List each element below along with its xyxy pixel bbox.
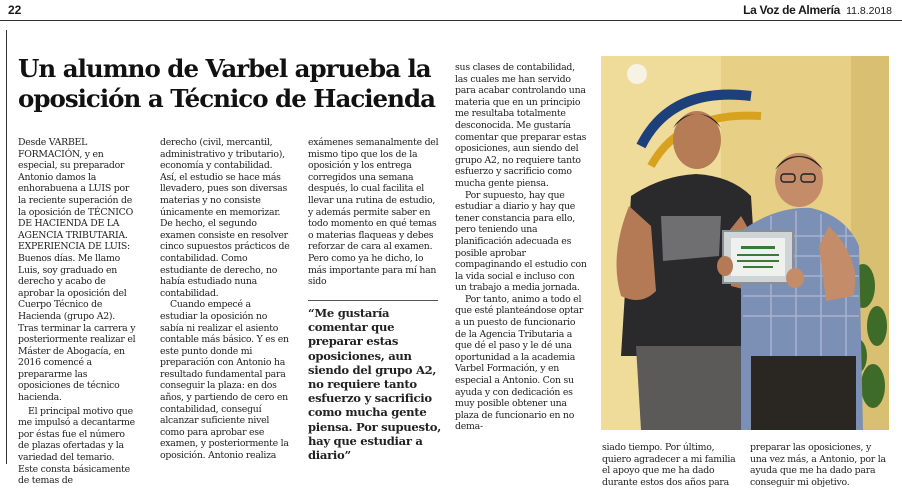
article-column-6: preparar las oposiciones, y una vez más, a Antonio, por la ayuda que me ha dado para conseguir mi objetivo.	[750, 442, 886, 488]
article-column-1	[18, 137, 136, 487]
paragraph: sus clases de contabilidad, las cuales me han servido para acabar controlando una materia que en un principio me resultaba totalmente desconocida. Me gustaría comentar que preparar estas oposiciones, aun siendo del grupo A2, no requiere tanto esfuerzo y sacrificio como mucha gente piensa.	[455, 62, 587, 189]
issue-date: 11.8.2018	[846, 5, 892, 17]
pull-quote: “Me gustaría comentar que preparar estas oposiciones, aun siendo del grupo A2, no requiere tanto esfuerzo y sacrificio como mucha gente piensa. Por supuesto, hay que estudiar a diario”	[308, 306, 441, 463]
article-photo	[601, 56, 889, 430]
paragraph: Por supuesto, hay que estudiar a diario y hay que tener constancia para ello, pero teniendo una planificación adecuada es posible aprobar compaginando el estudio con la vida social e incluso con un trabajo a media jornada.	[455, 189, 587, 294]
paragraph: exámenes semanalmente del mismo tipo que los de la oposición y los entrega corregidos una semana después, lo cual facilita el llevar una rutina de estudio, y además permite saber en todo momento en qué temas o materias flaqueas y debes reforzar de cara al examen. Pero como ya he dicho, lo más importante para mí han sido	[308, 137, 439, 288]
paragraph: Cuando empecé a estudiar la oposición no sabía ni realizar el asiento contable más básico. Y es en este punto donde mi preparación con Antonio ha resultado fundamental para conseguir la plaza: en dos años, y partiendo de cero en contabilidad, conseguí alcanzar suficiente nivel como para aprobar ese examen, y posteriormente la oposición. Antonio realiza	[160, 299, 289, 462]
header-rule	[0, 20, 902, 21]
photo-two-men-with-plaque	[601, 56, 889, 430]
page-number: 22	[8, 3, 22, 17]
article-column-4	[455, 62, 588, 433]
pullquote-rule	[308, 300, 438, 301]
newspaper-brand: La Voz de Almería	[743, 3, 840, 17]
paragraph: derecho (civil, mercantil, administrativo y tributario), economía y contabilidad. Así, el estudio se hace más llevadero, pues son diversas materias y no consiste únicamente en memorizar. De hecho, el segundo examen consiste en resolver cinco supuestos prácticos de contabilidad. Como estudiante de derecho, no había estudiado nuna contabilidad.	[160, 137, 290, 299]
masthead	[743, 3, 892, 17]
article-column-5: siado tiempo. Por último, quiero agradecer a mi familia el apoyo que me ha dado durante estos dos años para	[602, 442, 736, 488]
paragraph: El principal motivo que me impulsó a decantarme por éstas fue el número de plazas ofertadas y la variedad del temario. Este consta básicamente de temas de	[18, 405, 135, 487]
article-column-3	[308, 137, 440, 288]
article-headline: Un alumno de Varbel aprueba la oposición a Técnico de Hacienda	[18, 54, 435, 113]
page-header	[0, 0, 902, 22]
left-margin-rule	[6, 30, 7, 464]
paragraph: Por tanto, animo a todo el que esté planteándose optar a un puesto de funcionario de la Agencia Tributaria a que dé el paso y le dé una oportunidad a la academia Varbel Formación, y en especial a Antonio. Con su ayuda y con dedicación es muy posible obtener una plaza de funcionario en no dema-	[455, 293, 584, 433]
article-column-2	[160, 137, 290, 462]
paragraph: Desde VARBEL FORMACIÓN, y en especial, su preparador Antonio damos la enhorabuena a LUIS por la reciente superación de la oposición de TÉCNICO DE HACIENDA DE LA AGENCIA TRIBUTARIA. EXPERIENCIA DE LUIS: Buenos días. Me llamo Luis, soy graduado en derecho y acabo de aprobar la oposición del Cuerpo Técnico de Hacienda (grupo A2). Tras terminar la carrera y posteriormente realizar el Máster de Abogacía, en 2016 comencé a prepararme las oposiciones de técnico hacienda.	[18, 137, 136, 404]
